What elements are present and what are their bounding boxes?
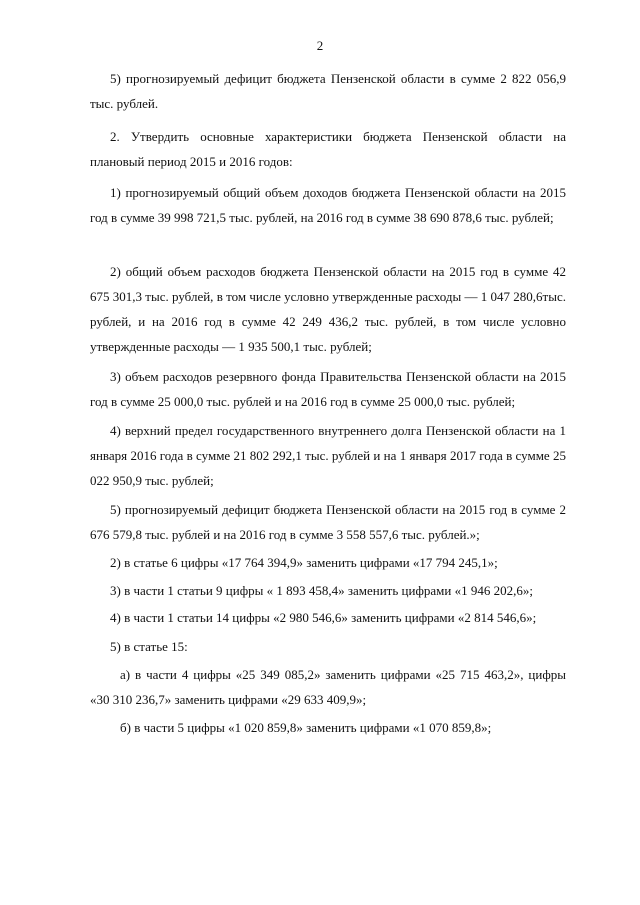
page-number: 2 <box>316 38 324 53</box>
paragraph-deficit-2014: 5) прогнозируемый дефицит бюджета Пензенской области в сумме 2 822 056,9 тыс. рублей. <box>90 71 566 111</box>
paragraph-article-15: 5) в статье 15: <box>110 639 188 654</box>
paragraph-article-9: 3) в части 1 статьи 9 цифры « 1 893 458,4» заменить цифрами «1 946 202,6»; <box>110 583 533 598</box>
paragraph-article-15-part-4: а) в части 4 цифры «25 349 085,2» заменить цифрами «25 715 463,2», цифры «30 310 236,7» заменить цифрами «29 633 409,9»; <box>90 667 566 707</box>
paragraph-revenue: 1) прогнозируемый общий объем доходов бюджета Пензенской области на 2015 год в сумме 39 998 721,5 тыс. рублей, на 2016 год в сумме 38 690 878,6 тыс. рублей; <box>90 185 566 225</box>
paragraph-planning-period: 2. Утвердить основные характеристики бюджета Пензенской области на плановый период 2015 и 2016 годов: <box>90 129 566 169</box>
paragraph-article-6: 2) в статье 6 цифры «17 764 394,9» заменить цифрами «17 794 245,1»; <box>110 555 498 570</box>
paragraph-article-14: 4) в части 1 статьи 14 цифры «2 980 546,6» заменить цифрами «2 814 546,6»; <box>110 610 537 625</box>
paragraph-expenditure: 2) общий объем расходов бюджета Пензенской области на 2015 год в сумме 42 675 301,3 тыс. рублей, в том числе условно утвержденные расходы — 1 047 280,6тыс. рублей, и на 2016 год в сумме 42 249 436,2 тыс. рублей, в том числе условно утвержденные расходы — 1 935 500,1 тыс. рублей; <box>90 264 566 354</box>
paragraph-debt-limit: 4) верхний предел государственного внутреннего долга Пензенской области на 1 января 2016 года в сумме 21 802 292,1 тыс. рублей и на 1 января 2017 года в сумме 25 022 950,9 тыс. рублей; <box>90 423 566 488</box>
paragraph-article-15-part-5: б) в части 5 цифры «1 020 859,8» заменить цифрами «1 070 859,8»; <box>120 720 492 735</box>
paragraph-reserve-fund: 3) объем расходов резервного фонда Правительства Пензенской области на 2015 год в сумме 25 000,0 тыс. рублей и на 2016 год в сумме 25 000,0 тыс. рублей; <box>90 369 566 409</box>
paragraph-deficit-plan: 5) прогнозируемый дефицит бюджета Пензенской области на 2015 год в сумме 2 676 579,8 тыс. рублей и на 2016 год в сумме 3 558 557,6 тыс. рублей.»; <box>90 502 566 542</box>
